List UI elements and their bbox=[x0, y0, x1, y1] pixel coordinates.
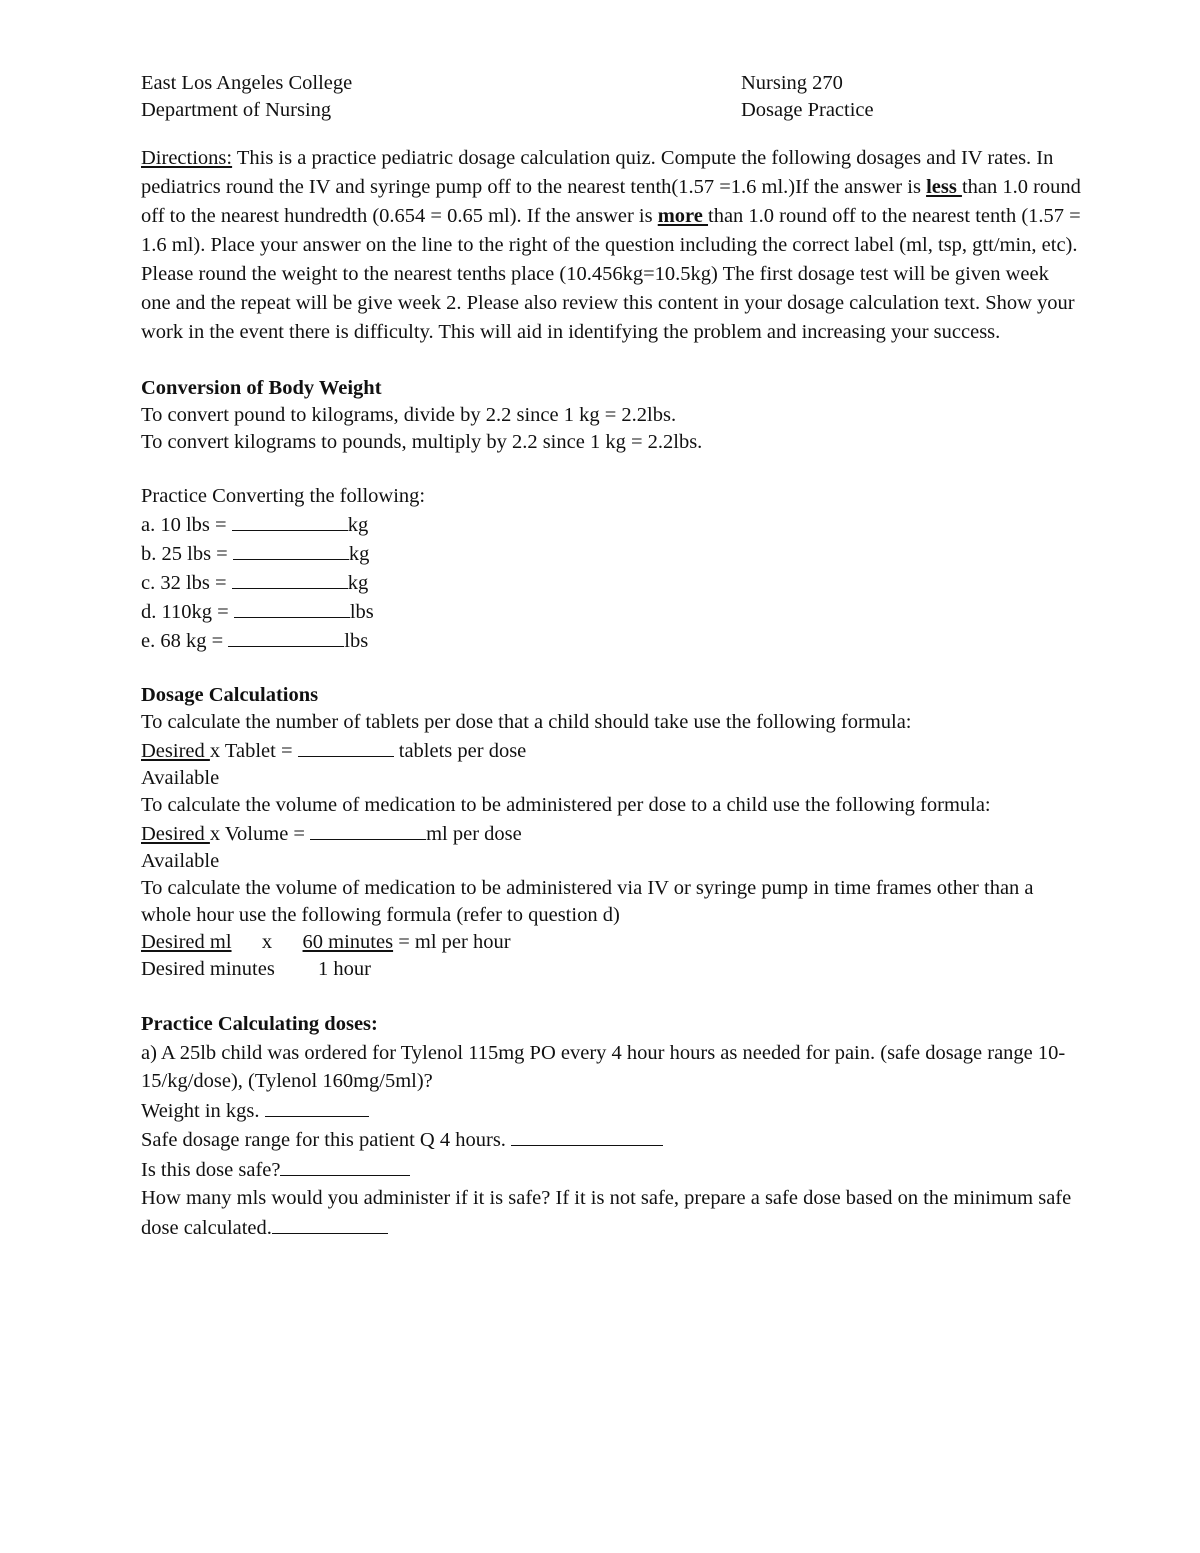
answer-blank[interactable] bbox=[272, 1213, 388, 1234]
document-title: Dosage Practice bbox=[741, 99, 874, 121]
answer-blank[interactable] bbox=[232, 568, 348, 589]
volume-formula-denominator: Available bbox=[141, 850, 220, 872]
document-page bbox=[141, 70, 1081, 1242]
conversion-item-e: e. 68 kg = lbs bbox=[141, 626, 1081, 655]
rate-formula: Desired ml x 60 minutes = ml per hour bbox=[141, 931, 511, 953]
practice-section bbox=[141, 1010, 1081, 1242]
administer-question: How many mls would you administer if it is safe? If it is not safe, prepare a safe dose based on the minimum safe dose calculated. bbox=[141, 1187, 1072, 1239]
tablet-formula-denominator: Available bbox=[141, 767, 220, 789]
tablet-formula: Desired x Tablet = tablets per dose bbox=[141, 736, 1081, 765]
directions-paragraph bbox=[141, 144, 1081, 347]
directions-text-1: This is a practice pediatric dosage calculation quiz. Compute the following dosages and IV rates. In pediatrics round the IV and syringe pump off to the nearest tenth(1.57 =1.6 ml.)If the answer is bbox=[141, 147, 1054, 198]
conversion-item-d: d. 110kg = lbs bbox=[141, 597, 1081, 626]
conversion-heading: Conversion of Body Weight bbox=[141, 377, 382, 399]
answer-blank[interactable] bbox=[233, 539, 349, 560]
dosage-heading: Dosage Calculations bbox=[141, 684, 319, 706]
header-right bbox=[741, 70, 1081, 124]
answer-blank[interactable] bbox=[232, 510, 348, 531]
answer-blank[interactable] bbox=[234, 597, 350, 618]
conversion-rule-1: To convert pound to kilograms, divide by 2.2 since 1 kg = 2.2lbs. bbox=[141, 404, 677, 426]
directions-less: less bbox=[926, 176, 962, 198]
dosage-intro-3: To calculate the volume of medication to be administered via IV or syringe pump in time frames other than a whole hour use the following formula (refer to question d) bbox=[141, 877, 1034, 926]
answer-blank[interactable] bbox=[228, 626, 344, 647]
conversion-item-a: a. 10 lbs = kg bbox=[141, 510, 1081, 539]
conversion-item-b: b. 25 lbs = kg bbox=[141, 539, 1081, 568]
directions-text-2: than 1.0 round off to the nearest hundredth (0.654 = 0.65 ml). If the answer is bbox=[141, 176, 1081, 227]
practice-converting-heading: Practice Converting the following: bbox=[141, 485, 426, 507]
dosage-intro-2: To calculate the volume of medication to be administered per dose to a child use the following formula: bbox=[141, 794, 991, 816]
volume-formula: Desired x Volume = ml per dose bbox=[141, 819, 1081, 848]
header-left bbox=[141, 70, 352, 124]
is-safe-question: Is this dose safe? bbox=[141, 1155, 1081, 1185]
conversion-item-c: c. 32 lbs = kg bbox=[141, 568, 1081, 597]
directions-more: more bbox=[657, 205, 709, 227]
answer-blank[interactable] bbox=[310, 819, 426, 840]
answer-blank[interactable] bbox=[280, 1155, 410, 1176]
weight-question: Weight in kgs. bbox=[141, 1096, 1081, 1126]
conversion-rule-2: To convert kilograms to pounds, multiply by 2.2 since 1 kg = 2.2lbs. bbox=[141, 431, 703, 453]
conversion-section bbox=[141, 375, 1081, 655]
document-header bbox=[141, 70, 1081, 124]
dosage-section bbox=[141, 682, 1081, 983]
answer-blank[interactable] bbox=[298, 736, 394, 757]
directions-text-3: than 1.0 round off to the nearest tenth (1.57 = 1.6 ml). Place your answer on the line to the right of the question including the correct label (ml, tsp, gtt/min, etc). Please round the weight to the nearest tenths place (10.456kg=10.5kg) The first dosage test will be given week one and the repeat will be give week 2. Please also review this content in your dosage calculation text. Show your work in the event there is difficulty. This will aid in identifying the problem and increasing your success. bbox=[141, 205, 1081, 343]
dosage-intro-1: To calculate the number of tablets per dose that a child should take use the following formula: bbox=[141, 711, 912, 733]
rate-formula-denominator: Desired minutes 1 hour bbox=[141, 958, 371, 980]
safe-range-question: Safe dosage range for this patient Q 4 hours. bbox=[141, 1125, 1081, 1155]
directions-label: Directions: bbox=[141, 147, 233, 169]
question-a: a) A 25lb child was ordered for Tylenol 115mg PO every 4 hour hours as needed for pain. (safe dosage range 10-15/kg/dose), (Tylenol 160mg/5ml)? bbox=[141, 1041, 1066, 1092]
answer-blank[interactable] bbox=[265, 1096, 369, 1117]
answer-blank[interactable] bbox=[511, 1125, 663, 1146]
department-name: Department of Nursing bbox=[141, 99, 332, 121]
practice-heading: Practice Calculating doses: bbox=[141, 1013, 378, 1035]
college-name: East Los Angeles College bbox=[141, 72, 353, 94]
course-name: Nursing 270 bbox=[741, 72, 843, 94]
